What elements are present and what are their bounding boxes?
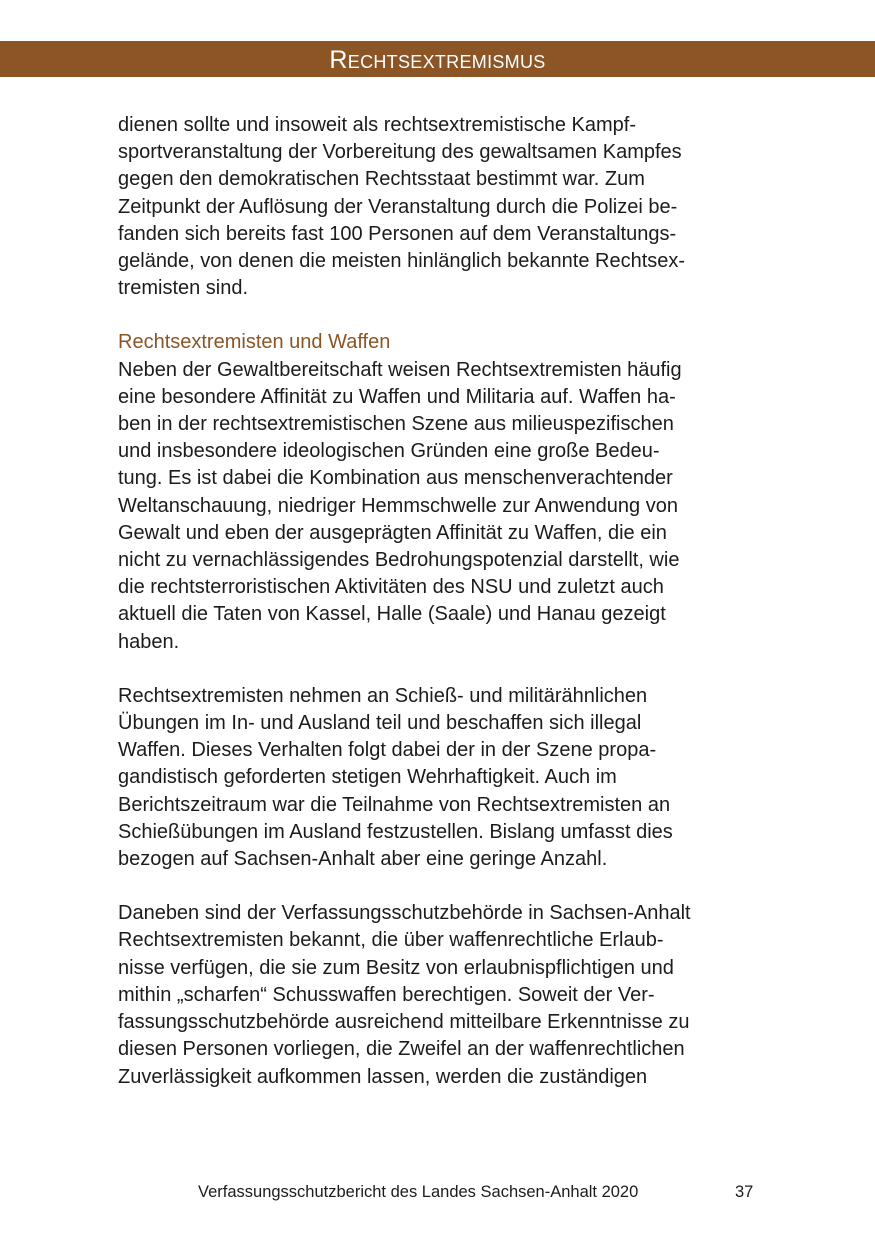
text-line: gegen den demokratischen Rechtsstaat bestimmt war. Zum <box>118 168 645 191</box>
text-line: diesen Personen vorliegen, die Zweifel an der waffenrechtlichen <box>118 1038 685 1061</box>
text-line: eine besondere Affinität zu Waffen und Militaria auf. Waffen ha- <box>118 385 676 408</box>
paragraph-spacer <box>118 302 768 329</box>
text-line: dienen sollte und insoweit als rechtsextremistische Kampf- <box>118 114 637 136</box>
paragraph <box>118 900 768 1090</box>
text-line: sportveranstaltung der Vorbereitung des gewaltsamen Kampfes <box>118 141 682 164</box>
text-line: fanden sich bereits fast 100 Personen auf dem Veranstaltungs- <box>118 222 677 245</box>
text-line: mithin „scharfen“ Schusswaffen berechtigen. Soweit der Ver- <box>118 983 655 1006</box>
text-line: Zuverlässigkeit aufkommen lassen, werden die zuständigen <box>118 1065 648 1088</box>
text-line: bezogen auf Sachsen-Anhalt aber eine geringe Anzahl. <box>118 848 608 871</box>
footer-title: Verfassungsschutzbericht des Landes Sachsen-Anhalt 2020 <box>198 1183 639 1201</box>
text-line: tremisten sind. <box>118 277 249 300</box>
text-line: gelände, von denen die meisten hinlänglich bekannte Rechtsex- <box>118 250 686 273</box>
text-line: ben in der rechtsextremistischen Szene aus milieuspezifischen <box>118 413 674 436</box>
page-number: 37 <box>735 1183 754 1201</box>
paragraph-spacer <box>118 873 768 900</box>
paragraph <box>118 357 768 656</box>
text-line: Schießübungen im Ausland festzustellen. Bislang umfasst dies <box>118 820 673 843</box>
text-line: Weltanschauung, niedriger Hemmschwelle zur Anwendung von <box>118 494 678 517</box>
text-line: und insbesondere ideologischen Gründen eine große Bedeu- <box>118 440 660 463</box>
text-line: tung. Es ist dabei die Kombination aus menschenverachtender <box>118 467 673 490</box>
paragraph <box>118 112 768 302</box>
text-line: Übungen im In- und Ausland teil und beschaffen sich illegal <box>118 712 642 735</box>
page-header-title: Rechtsextremismus <box>329 46 546 74</box>
paragraph-spacer <box>118 656 768 683</box>
text-line: aktuell die Taten von Kassel, Halle (Saale) und Hanau gezeigt <box>118 603 666 626</box>
text-line: Rechtsextremisten nehmen an Schieß- und militärähnlichen <box>118 684 648 707</box>
text-line: nicht zu vernachlässigendes Bedrohungspotenzial darstellt, wie <box>118 549 680 572</box>
text-line: fassungsschutzbehörde ausreichend mitteilbare Erkenntnisse zu <box>118 1011 690 1034</box>
text-line: Rechtsextremisten bekannt, die über waffenrechtliche Erlaub- <box>118 929 664 952</box>
text-line: gandistisch geforderten stetigen Wehrhaftigkeit. Auch im <box>118 766 617 789</box>
text-line: Berichtszeitraum war die Teilnahme von Rechtsextremisten an <box>118 793 671 816</box>
paragraph <box>118 683 768 873</box>
section-subheading: Rechtsextremisten und Waffen <box>118 331 391 354</box>
text-line: Gewalt und eben der ausgeprägten Affinität zu Waffen, die ein <box>118 521 667 544</box>
text-line: nisse verfügen, die sie zum Besitz von erlaubnispflichtigen und <box>118 956 674 979</box>
body-text <box>118 112 768 1091</box>
text-line: haben. <box>118 630 180 653</box>
text-line: Waffen. Dieses Verhalten folgt dabei der in der Szene propa- <box>118 739 657 762</box>
text-line: Zeitpunkt der Auflösung der Veranstaltung durch die Polizei be- <box>118 195 678 218</box>
text-line: Neben der Gewaltbereitschaft weisen Rechtsextremisten häufig <box>118 358 682 381</box>
text-line: Daneben sind der Verfassungsschutzbehörde in Sachsen-Anhalt <box>118 902 691 925</box>
text-line: die rechtsterroristischen Aktivitäten des NSU und zuletzt auch <box>118 576 664 599</box>
